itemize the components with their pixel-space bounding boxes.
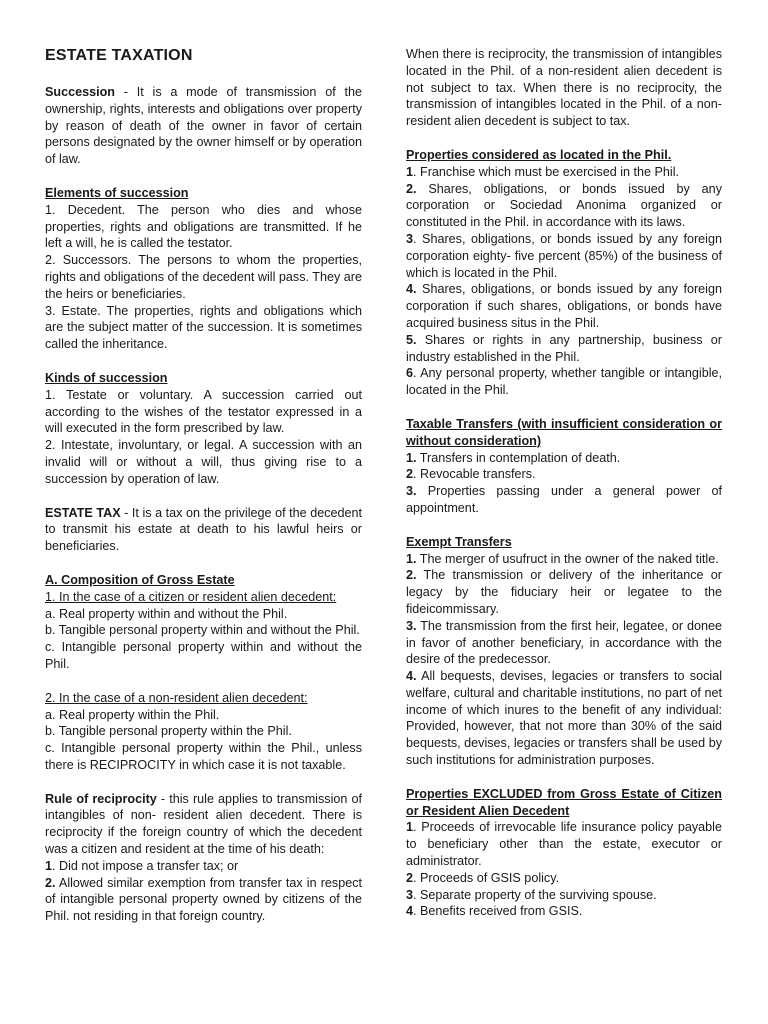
item-number: 1 bbox=[406, 164, 414, 179]
item-text: Shares, obligations, or bonds issued by any corporation or Sociedad Anonima organized or constituted in the Phil. in accordance with its laws. bbox=[406, 181, 722, 230]
reciprocity-item-2 bbox=[45, 875, 362, 925]
reciprocity-definition bbox=[45, 791, 362, 858]
item-number: 4. bbox=[406, 669, 417, 684]
item-text: Transfers in contemplation of death. bbox=[416, 450, 621, 465]
item-number: 1 bbox=[406, 820, 414, 835]
item-text: The transmission from the first heir, legatee, or donee in favor of another beneficiary, in accordance with the desire of the predecessor. bbox=[406, 618, 722, 667]
item-text: . Franchise which must be exercised in the Phil. bbox=[413, 164, 680, 179]
located-heading: Properties considered as located in the Phil. bbox=[406, 147, 672, 162]
item-text: The merger of usufruct in the owner of the naked title. bbox=[416, 551, 719, 566]
located-item-1 bbox=[406, 164, 722, 181]
estate-tax-definition bbox=[45, 505, 362, 555]
reciprocity-continuation: When there is reciprocity, the transmission of intangibles located in the Phil. of a non-resident alien decedent is not subject to tax. When there is no reciprocity, the transmission of intangibles located in the Phil. of a non- resident alien decedent is subject to tax. bbox=[406, 47, 722, 129]
located-item-4 bbox=[406, 281, 722, 331]
citizen-item-c: c. Intangible personal property within and without the Phil. bbox=[45, 640, 362, 671]
citizen-subheading: 1. In the case of a citizen or resident alien decedent: bbox=[45, 589, 337, 604]
item-text: . Benefits received from GSIS. bbox=[413, 904, 583, 919]
taxable-item-1 bbox=[406, 450, 722, 467]
excluded-item-3 bbox=[406, 887, 722, 904]
left-column bbox=[45, 44, 362, 925]
kinds-heading: Kinds of succession bbox=[45, 370, 168, 385]
reciprocity-text: - this rule applies to transmission of intangibles of non- resident alien decedent. There is reciprocity if the foreign country of which the decedent was a citizen and resident at the time of his death: bbox=[45, 791, 362, 857]
exempt-item-4 bbox=[406, 668, 722, 769]
item-text: . Proceeds of irrevocable life insurance policy payable to beneficiary other than the estate, executor or administrator. bbox=[406, 820, 722, 869]
item-text: The transmission or delivery of the inheritance or legacy by the fiduciary heir or legatee to the fideicommissary. bbox=[406, 568, 722, 616]
item-number: 2. bbox=[406, 568, 417, 583]
item-text: Allowed similar exemption from transfer tax in respect of intangible personal property owned by citizens of the Phil. not residing in that foreign country. bbox=[45, 875, 362, 924]
elements-heading: Elements of succession bbox=[45, 185, 189, 200]
item-number: 1. bbox=[406, 450, 417, 465]
succession-term: Succession bbox=[45, 85, 115, 99]
estate-tax-term: ESTATE TAX bbox=[45, 505, 121, 520]
kinds-item-2: 2. Intestate, involuntary, or legal. A succession with an invalid will or without a will, thus giving rise to a succession by operation of law. bbox=[45, 438, 362, 486]
item-text: Properties passing under a general power of appointment. bbox=[406, 484, 722, 515]
item-number: 2 bbox=[406, 870, 414, 885]
nonresident-item-a: a. Real property within the Phil. bbox=[45, 707, 220, 722]
elements-item-3: 3. Estate. The properties, rights and obligations which are the subject matter of the succession. It is sometimes called the inheritance. bbox=[45, 303, 362, 352]
excluded-item-4 bbox=[406, 903, 722, 920]
item-number: 2. bbox=[45, 875, 56, 890]
item-text: . Revocable transfers. bbox=[413, 467, 536, 482]
item-number: 2. bbox=[406, 181, 417, 196]
nonresident-item-c: c. Intangible personal property within the Phil., unless there is RECIPROCITY in which case it is not taxable. bbox=[45, 741, 362, 772]
exempt-heading: Exempt Transfers bbox=[406, 534, 512, 549]
item-number: 5. bbox=[406, 332, 417, 347]
item-text: All bequests, devises, legacies or transfers to social welfare, cultural and charitable institutions, no part of net income of which inures to the benefit of any individual: Provided, however, that not more than 30% of the said bequests, devises, legacies or transfers shall be used by such institutions for administration purposes. bbox=[406, 669, 722, 768]
item-text: Shares, obligations, or bonds issued by any foreign corporation if such shares, obligations, or bonds have acquired business situs in the Phil. bbox=[406, 282, 722, 330]
taxable-heading: Taxable Transfers (with insufficient consideration or without consideration) bbox=[406, 416, 722, 448]
located-item-6 bbox=[406, 365, 722, 399]
exempt-item-1 bbox=[406, 551, 722, 568]
taxable-item-3 bbox=[406, 483, 722, 517]
elements-item-1: 1. Decedent. The person who dies and whose properties, rights and obligations are transmitted. If he left a will, he is called the testator. bbox=[45, 202, 362, 251]
item-number: 6 bbox=[406, 366, 414, 381]
item-text: . Did not impose a transfer tax; or bbox=[52, 858, 239, 873]
succession-definition bbox=[45, 84, 362, 168]
exempt-item-2 bbox=[406, 567, 722, 617]
item-number: 4 bbox=[406, 904, 414, 919]
excluded-item-1 bbox=[406, 819, 722, 869]
item-number: 3. bbox=[406, 484, 417, 499]
item-number: 3. bbox=[406, 618, 417, 633]
nonresident-item-b: b. Tangible personal property within the Phil. bbox=[45, 724, 292, 739]
right-column bbox=[406, 46, 722, 920]
located-item-2 bbox=[406, 181, 722, 231]
item-text: . Shares, obligations, or bonds issued by any foreign corporation eighty- five percent (85%) of the business of which is located in the Phil. bbox=[406, 231, 722, 280]
located-item-3 bbox=[406, 231, 722, 281]
exempt-item-3 bbox=[406, 618, 722, 668]
citizen-item-a: a. Real property within and without the Phil. bbox=[45, 606, 288, 621]
reciprocity-item-1 bbox=[45, 858, 362, 875]
reciprocity-term: Rule of reciprocity bbox=[45, 791, 157, 806]
taxable-item-2 bbox=[406, 466, 722, 483]
item-text: . Proceeds of GSIS policy. bbox=[413, 870, 560, 885]
item-number: 3 bbox=[406, 231, 414, 246]
item-text: . Any personal property, whether tangible or intangible, located in the Phil. bbox=[406, 366, 722, 398]
elements-item-2: 2. Successors. The persons to whom the properties, rights and obligations of the decedent will pass. They are the heirs or beneficiaries. bbox=[45, 253, 362, 301]
estate-tax-text: - It is a tax on the privilege of the decedent to transmit his estate at death to his lawful heirs or beneficiaries. bbox=[45, 505, 363, 554]
item-number: 1. bbox=[406, 551, 417, 566]
item-number: 4. bbox=[406, 282, 417, 297]
succession-text: - It is a mode of transmission of the ownership, rights, interests and obligations over property by reason of death of the owner in favor of certain persons designated by the owner himself or by operation of law. bbox=[45, 85, 362, 167]
composition-heading: A. Composition of Gross Estate bbox=[45, 572, 235, 587]
item-text: Shares or rights in any partnership, business or industry established in the Phil. bbox=[406, 332, 722, 364]
kinds-item-1: 1. Testate or voluntary. A succession carried out according to the wishes of the testator expressed in a will executed in the form prescribed by law. bbox=[45, 387, 362, 436]
item-number: 2 bbox=[406, 467, 414, 482]
excluded-heading: Properties EXCLUDED from Gross Estate of Citizen or Resident Alien Decedent bbox=[406, 786, 722, 818]
nonresident-subheading: 2. In the case of a non-resident alien decedent: bbox=[45, 690, 308, 705]
located-item-5 bbox=[406, 332, 722, 366]
item-number: 1 bbox=[45, 858, 53, 873]
excluded-item-2 bbox=[406, 870, 722, 887]
citizen-item-b: b. Tangible personal property within and without the Phil. bbox=[45, 623, 360, 638]
item-text: . Separate property of the surviving spouse. bbox=[413, 887, 657, 902]
item-number: 3 bbox=[406, 887, 414, 902]
document-title: ESTATE TAXATION bbox=[45, 47, 193, 64]
